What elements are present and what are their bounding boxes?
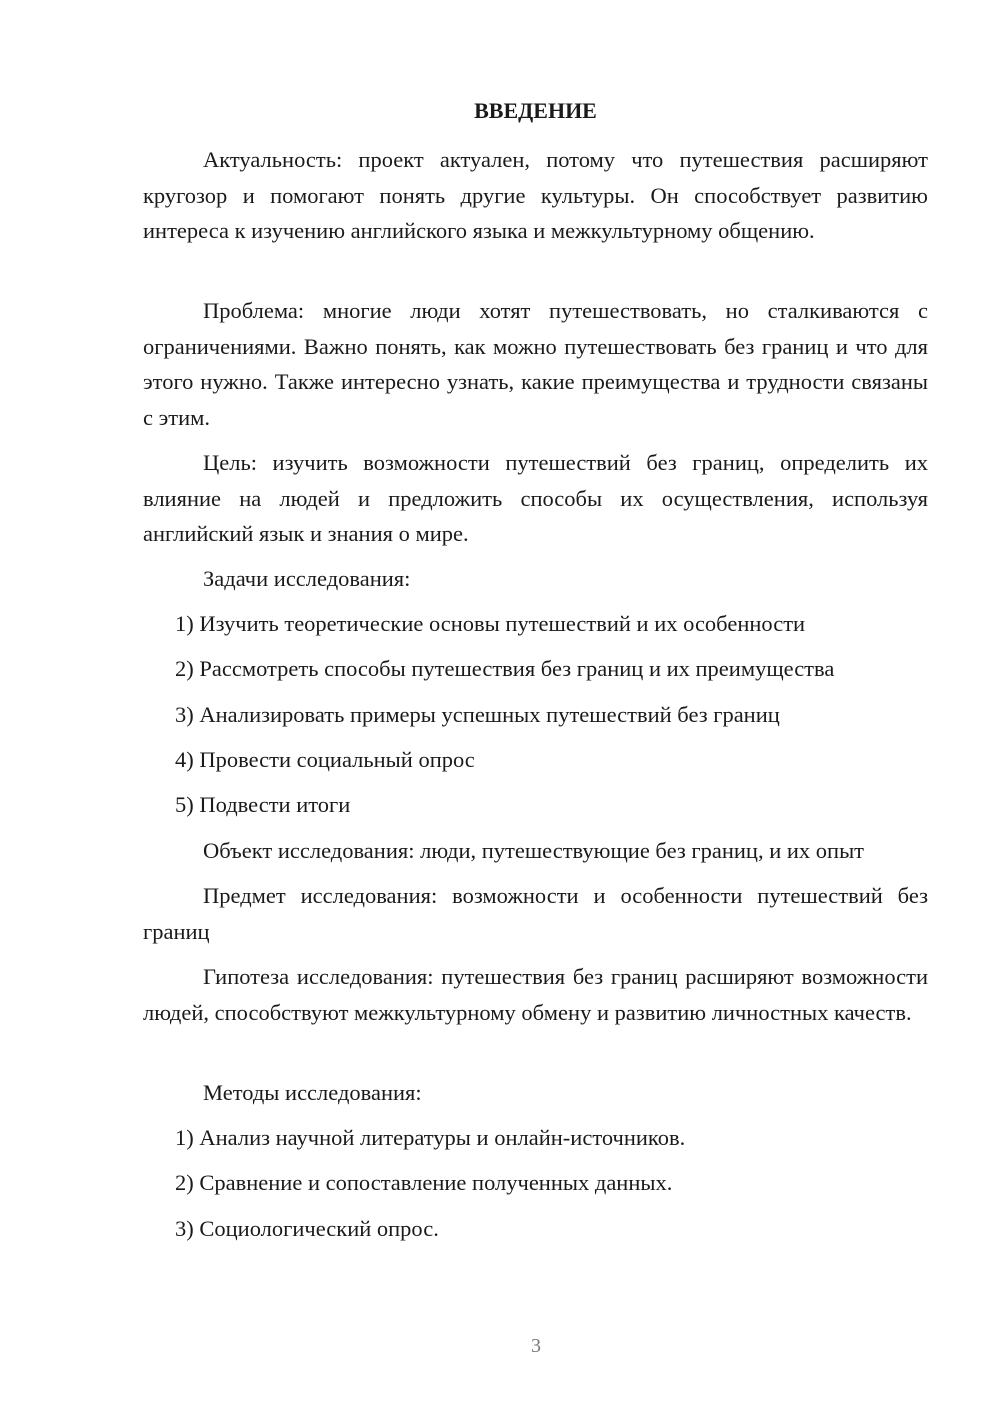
research-object: Объект исследования: люди, путешествующие без границ, и их опыт	[203, 838, 865, 863]
research-hypothesis: Гипотеза исследования: путешествия без границ расширяют возможности людей, способствуют межкультурному обмену и развитию личностных качеств.	[143, 964, 928, 1025]
method-item: 1) Анализ научной литературы и онлайн-источников.	[175, 1125, 686, 1150]
section-title: ВВЕДЕНИЕ	[474, 98, 597, 123]
task-item: 2) Рассмотреть способы путешествия без границ и их преимущества	[175, 656, 835, 681]
task-item: 4) Провести социальный опрос	[175, 747, 475, 772]
page-number: 3	[531, 1335, 541, 1357]
paragraph-relevance: Актуальность: проект актуален, потому что путешествия расширяют кругозор и помогают понять другие культуры. Он способствует развитию интереса к изучению английского языка и межкультурному общению.	[143, 147, 928, 243]
research-subject: Предмет исследования: возможности и особенности путешествий без границ	[143, 883, 928, 944]
paragraph-problem: Проблема: многие люди хотят путешествовать, но сталкиваются с ограничениями. Важно понять, как можно путешествовать без границ и что для этого нужно. Также интересно узнать, какие преимущества и трудности связаны с этим.	[143, 298, 928, 430]
methods-heading: Методы исследования:	[203, 1080, 422, 1105]
paragraph-goal: Цель: изучить возможности путешествий без границ, определить их влияние на людей и предложить способы их осуществления, используя английский язык и знания о мире.	[143, 450, 928, 546]
method-item: 2) Сравнение и сопоставление полученных данных.	[175, 1170, 673, 1195]
tasks-heading: Задачи исследования:	[203, 566, 411, 591]
method-item: 3) Социологический опрос.	[175, 1216, 439, 1241]
task-item: 5) Подвести итоги	[175, 792, 351, 817]
task-item: 1) Изучить теоретические основы путешествий и их особенности	[175, 611, 806, 636]
task-item: 3) Анализировать примеры успешных путешествий без границ	[175, 702, 780, 727]
